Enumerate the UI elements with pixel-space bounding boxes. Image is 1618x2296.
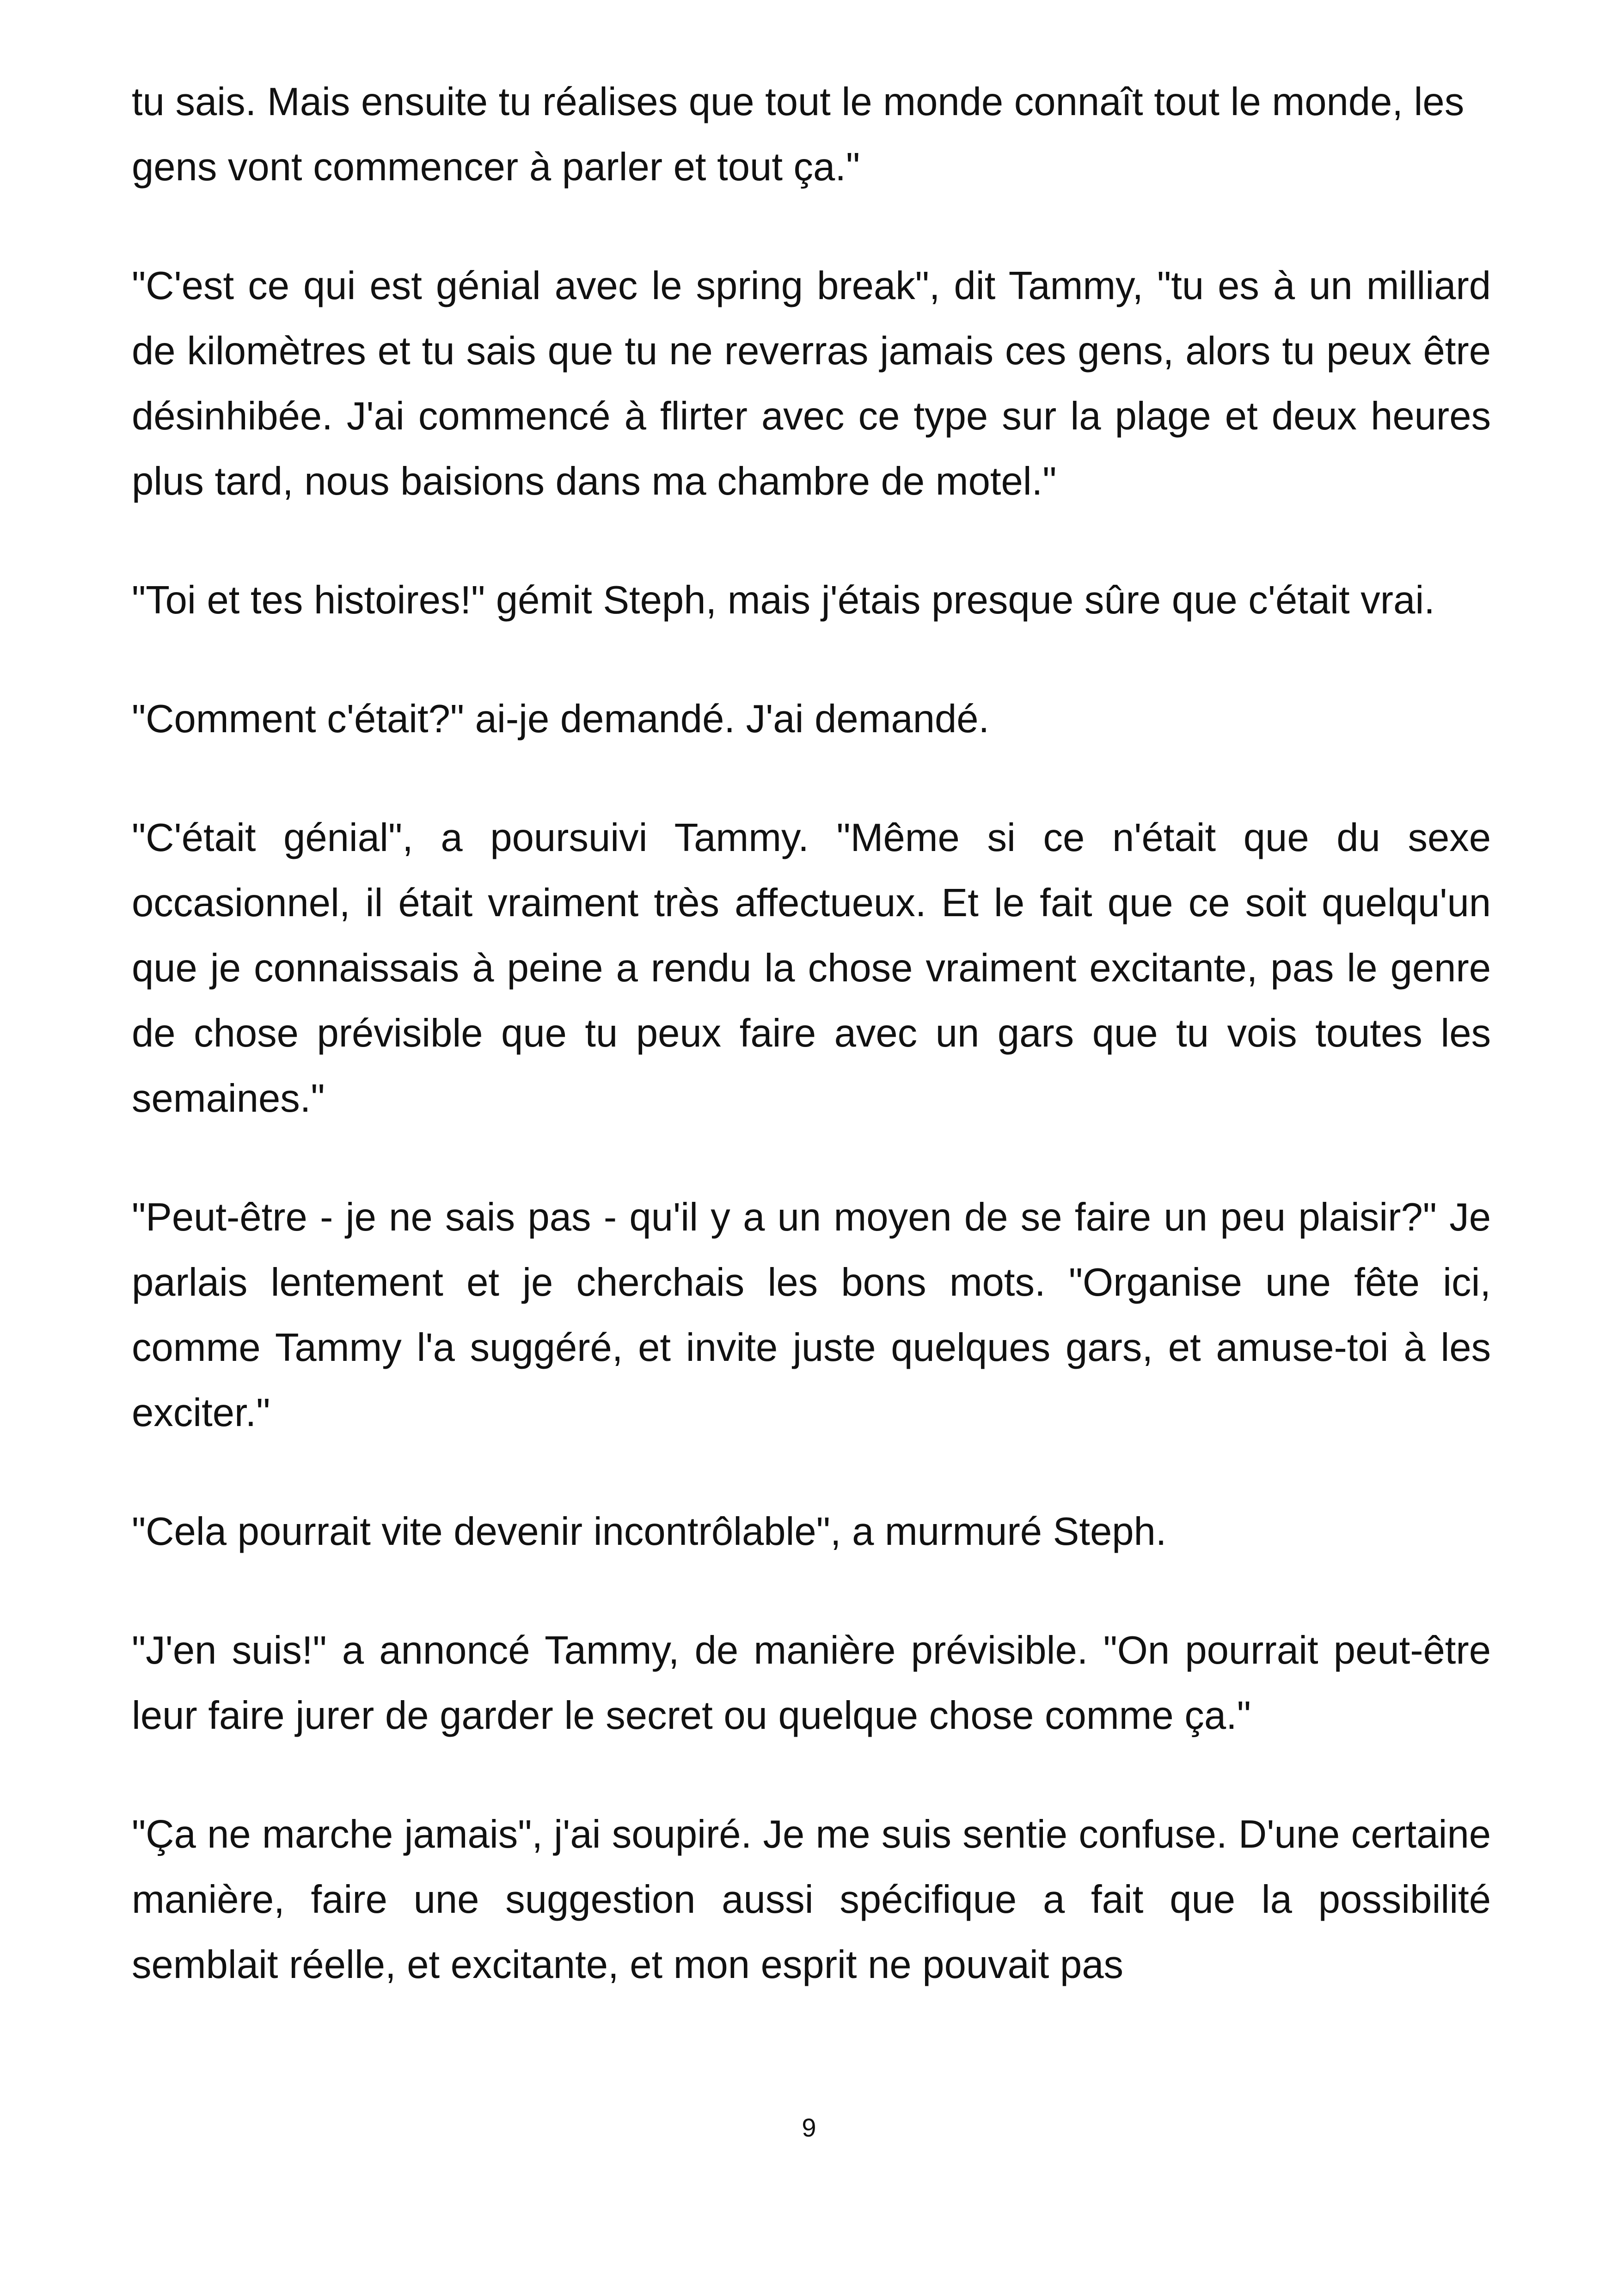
paragraph-6: "Peut-être - je ne sais pas - qu'il y a un moyen de se faire un peu plaisir?" Je parlais lentement et je cherchais les bons mots. "Organise une fête ici, comme Tammy l'a suggéré, et invite juste quelques gars, et amuse-toi à les exciter." <box>132 1195 1491 1435</box>
paragraph-9: "Ça ne marche jamais", j'ai soupiré. Je me suis sentie confuse. D'une certaine manière, faire une suggestion aussi spécifique a fait que la possibilité semblait réelle, et excitante, et mon esprit ne pouvait pas <box>132 1812 1491 1987</box>
page-number: 9 <box>802 2113 816 2142</box>
paragraph-7: "Cela pourrait vite devenir incontrôlable", a murmuré Steph. <box>132 1510 1167 1554</box>
body-text <box>132 69 1491 2051</box>
paragraph-3: "Toi et tes histoires!" gémit Steph, mais j'étais presque sûre que c'était vrai. <box>132 578 1435 622</box>
paragraph-5: "C'était génial", a poursuivi Tammy. "Même si ce n'était que du sexe occasionnel, il était vraiment très affectueux. Et le fait que ce soit quelqu'un que je connaissais à peine a rendu la chose vraiment excitante, pas le genre de chose prévisible que tu peux faire avec un gars que tu vois toutes les semaines." <box>132 816 1491 1120</box>
paragraph-2: "C'est ce qui est génial avec le spring break", dit Tammy, "tu es à un milliard de kilomètres et tu sais que tu ne reverras jamais ces gens, alors tu peux être désinhibée. J'ai commencé à flirter avec ce type sur la plage et deux heures plus tard, nous baisions dans ma chambre de motel." <box>132 264 1491 503</box>
paragraph-1: tu sais. Mais ensuite tu réalises que tout le monde connaît tout le monde, les gens vont commencer à parler et tout ça." <box>132 80 1465 189</box>
paragraph-8: "J'en suis!" a annoncé Tammy, de manière prévisible. "On pourrait peut-être leur faire jurer de garder le secret ou quelque chose comme ça." <box>132 1629 1491 1738</box>
paragraph-4: "Comment c'était?" ai-je demandé. J'ai demandé. <box>132 697 990 741</box>
